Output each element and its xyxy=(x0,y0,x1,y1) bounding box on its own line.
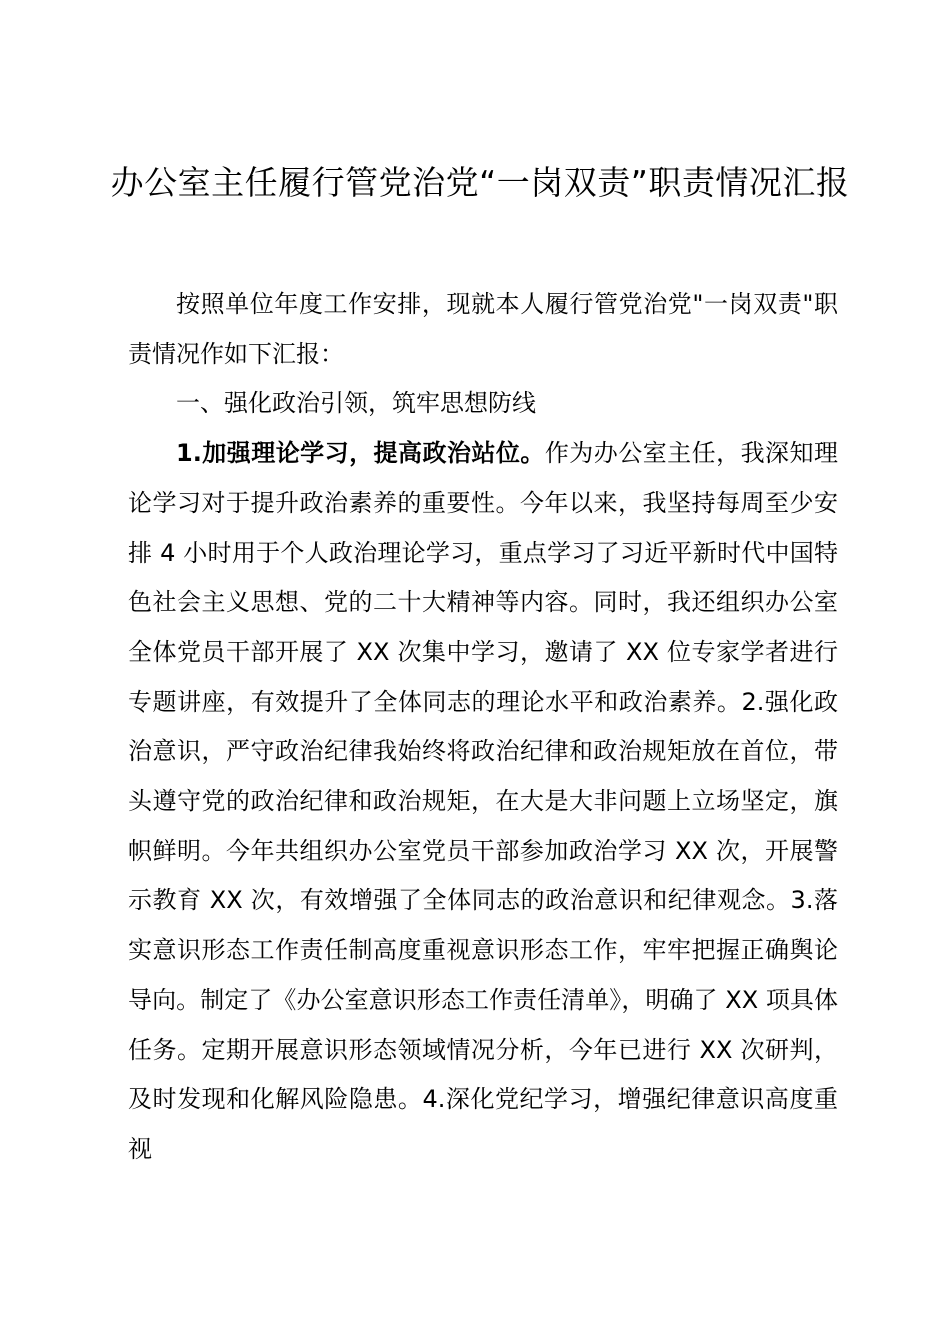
document-body xyxy=(128,280,838,1175)
section-heading-text: 一、强化政治引领，筑牢思想防线 xyxy=(176,389,536,418)
item-heading: 1.加强理论学习，提高政治站位。 xyxy=(176,439,545,468)
intro-paragraph: 按照单位年度工作安排，现就本人履行管党治党"一岗双责"职责情况作如下汇报： xyxy=(128,290,838,368)
item-body: 作为办公室主任，我深知理论学习对于提升政治素养的重要性。今年以来，我坚持每周至少安排 4 小时用于个人政治理论学习，重点学习了习近平新时代中国特色社会主义思想、党的二十大精神等内容。同时，我还组织办公室全体党员干部开展了 XX 次集中学习，邀请了 XX 位专家学者进行专题讲座，有效提升了全体同志的理论水平和政治素养。2.强化政治意识，严守政治纪律我始终将政治纪律和政治规矩放在首位，带头遵守党的政治纪律和政治规矩，在大是大非问题上立场坚定，旗帜鲜明。今年共组织办公室党员干部参加政治学习 XX 次，开展警示教育 XX 次，有效增强了全体同志的政治意识和纪律观念。3.落实意识形态工作责任制高度重视意识形态工作，牢牢把握正确舆论导向。制定了《办公室意识形态工作责任清单》，明确了 XX 项具体任务。定期开展意识形态领域情况分析，今年已进行 XX 次研判，及时发现和化解风险隐患。4.深化党纪学习，增强纪律意识高度重视 xyxy=(128,439,838,1163)
section-heading xyxy=(128,379,838,429)
item-paragraph xyxy=(128,429,838,1175)
document-title: 办公室主任履行管党治党“一岗双责”职责情况汇报 xyxy=(110,163,850,202)
